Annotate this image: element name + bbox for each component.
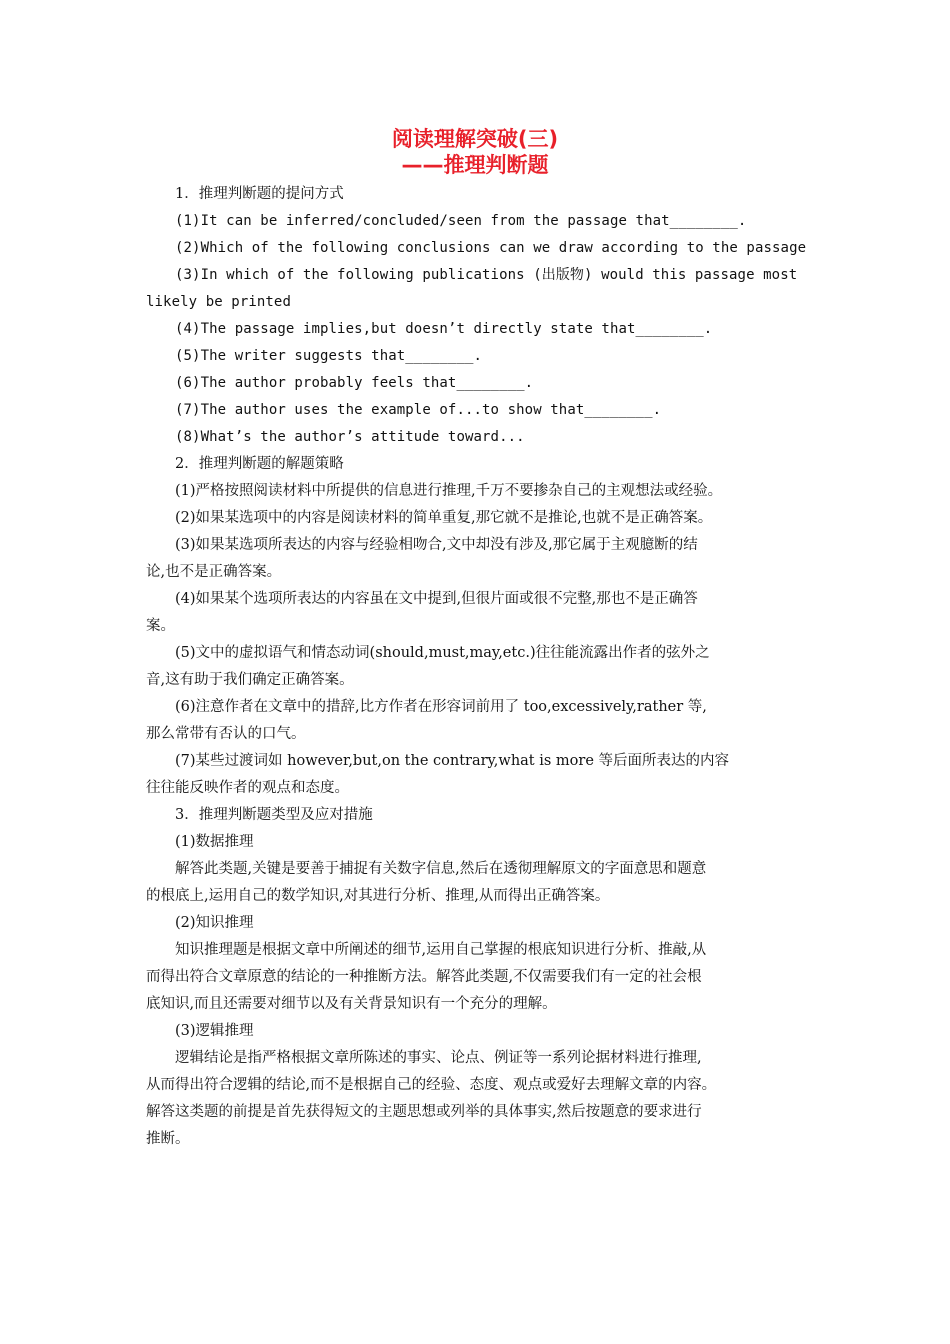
section-3-heading: 3．推理判断题类型及应对措施 [175,807,373,823]
question-form-6: (6)The author probably feels that________. [175,375,534,391]
type-1-text: 解答此类题,关键是要善于捕捉有关数字信息,然后在透彻理解原文的字面意思和题意 [175,861,707,877]
strategy-5: (5)文中的虚拟语气和情态动词(should,must,may,etc.)往往能流露出作者的弦外之 [175,645,710,661]
type-2-text-cont-2: 底知识,而且还需要对细节以及有关背景知识有一个充分的理解。 [146,996,557,1012]
section-1-heading: 1．推理判断题的提问方式 [175,186,344,202]
strategy-7-cont: 往往能反映作者的观点和态度。 [146,780,349,796]
type-1-heading: (1)数据推理 [175,834,254,850]
page-subtitle: ——推理判断题 [401,153,549,177]
section-2-heading: 2．推理判断题的解题策略 [175,456,344,472]
question-form-7: (7)The author uses the example of...to show that________. [175,402,662,418]
question-form-2: (2)Which of the following conclusions can we draw according to the passage [175,240,807,256]
document-body [146,181,806,1153]
question-form-3-cont: likely be printed [146,294,291,310]
type-3-text: 逻辑结论是指严格根据文章所陈述的事实、论点、例证等一系列论据材料进行推理, [175,1050,702,1066]
strategy-4-cont: 案。 [146,618,175,634]
strategy-7: (7)某些过渡词如 however,but,on the contrary,what is more 等后面所表达的内容 [175,753,730,769]
type-1-text-cont: 的根底上,运用自己的数学知识,对其进行分析、推理,从而得出正确答案。 [146,888,610,904]
question-form-1: (1)It can be inferred/concluded/seen from the passage that________. [175,213,747,229]
strategy-6: (6)注意作者在文章中的措辞,比方作者在形容词前用了 too,excessively,rather 等, [175,699,707,715]
question-form-3: (3)In which of the following publications (出版物) would this passage most [175,267,798,283]
question-form-8: (8)What’s the author’s attitude toward... [175,429,525,445]
strategy-6-cont: 那么常带有否认的口气。 [146,726,306,742]
type-2-text: 知识推理题是根据文章中所阐述的细节,运用自己掌握的根底知识进行分析、推敲,从 [175,942,707,958]
page-title: 阅读理解突破(三) [391,127,559,151]
strategy-3-cont: 论,也不是正确答案。 [146,564,282,580]
strategy-4: (4)如果某个选项所表达的内容虽在文中提到,但很片面或很不完整,那也不是正确答 [175,591,698,607]
strategy-5-cont: 音,这有助于我们确定正确答案。 [146,672,354,688]
question-form-4: (4)The passage implies,but doesn’t directly state that________. [175,321,713,337]
strategy-1: (1)严格按照阅读材料中所提供的信息进行推理,千万不要掺杂自己的主观想法或经验。 [175,483,723,499]
type-2-text-cont-1: 而得出符合文章原意的结论的一种推断方法。解答此类题,不仅需要我们有一定的社会根 [146,969,702,985]
type-3-heading: (3)逻辑推理 [175,1023,254,1039]
question-form-5: (5)The writer suggests that________. [175,348,483,364]
strategy-2: (2)如果某选项中的内容是阅读材料的简单重复,那它就不是推论,也就不是正确答案。 [175,510,713,526]
type-2-heading: (2)知识推理 [175,915,254,931]
type-3-text-cont-3: 推断。 [146,1131,190,1147]
type-3-text-cont-2: 解答这类题的前提是首先获得短文的主题思想或列举的具体事实,然后按题意的要求进行 [146,1104,702,1120]
strategy-3: (3)如果某选项所表达的内容与经验相吻合,文中却没有涉及,那它属于主观臆断的结 [175,537,698,553]
type-3-text-cont-1: 从而得出符合逻辑的结论,而不是根据自己的经验、态度、观点或爱好去理解文章的内容。 [146,1077,717,1093]
